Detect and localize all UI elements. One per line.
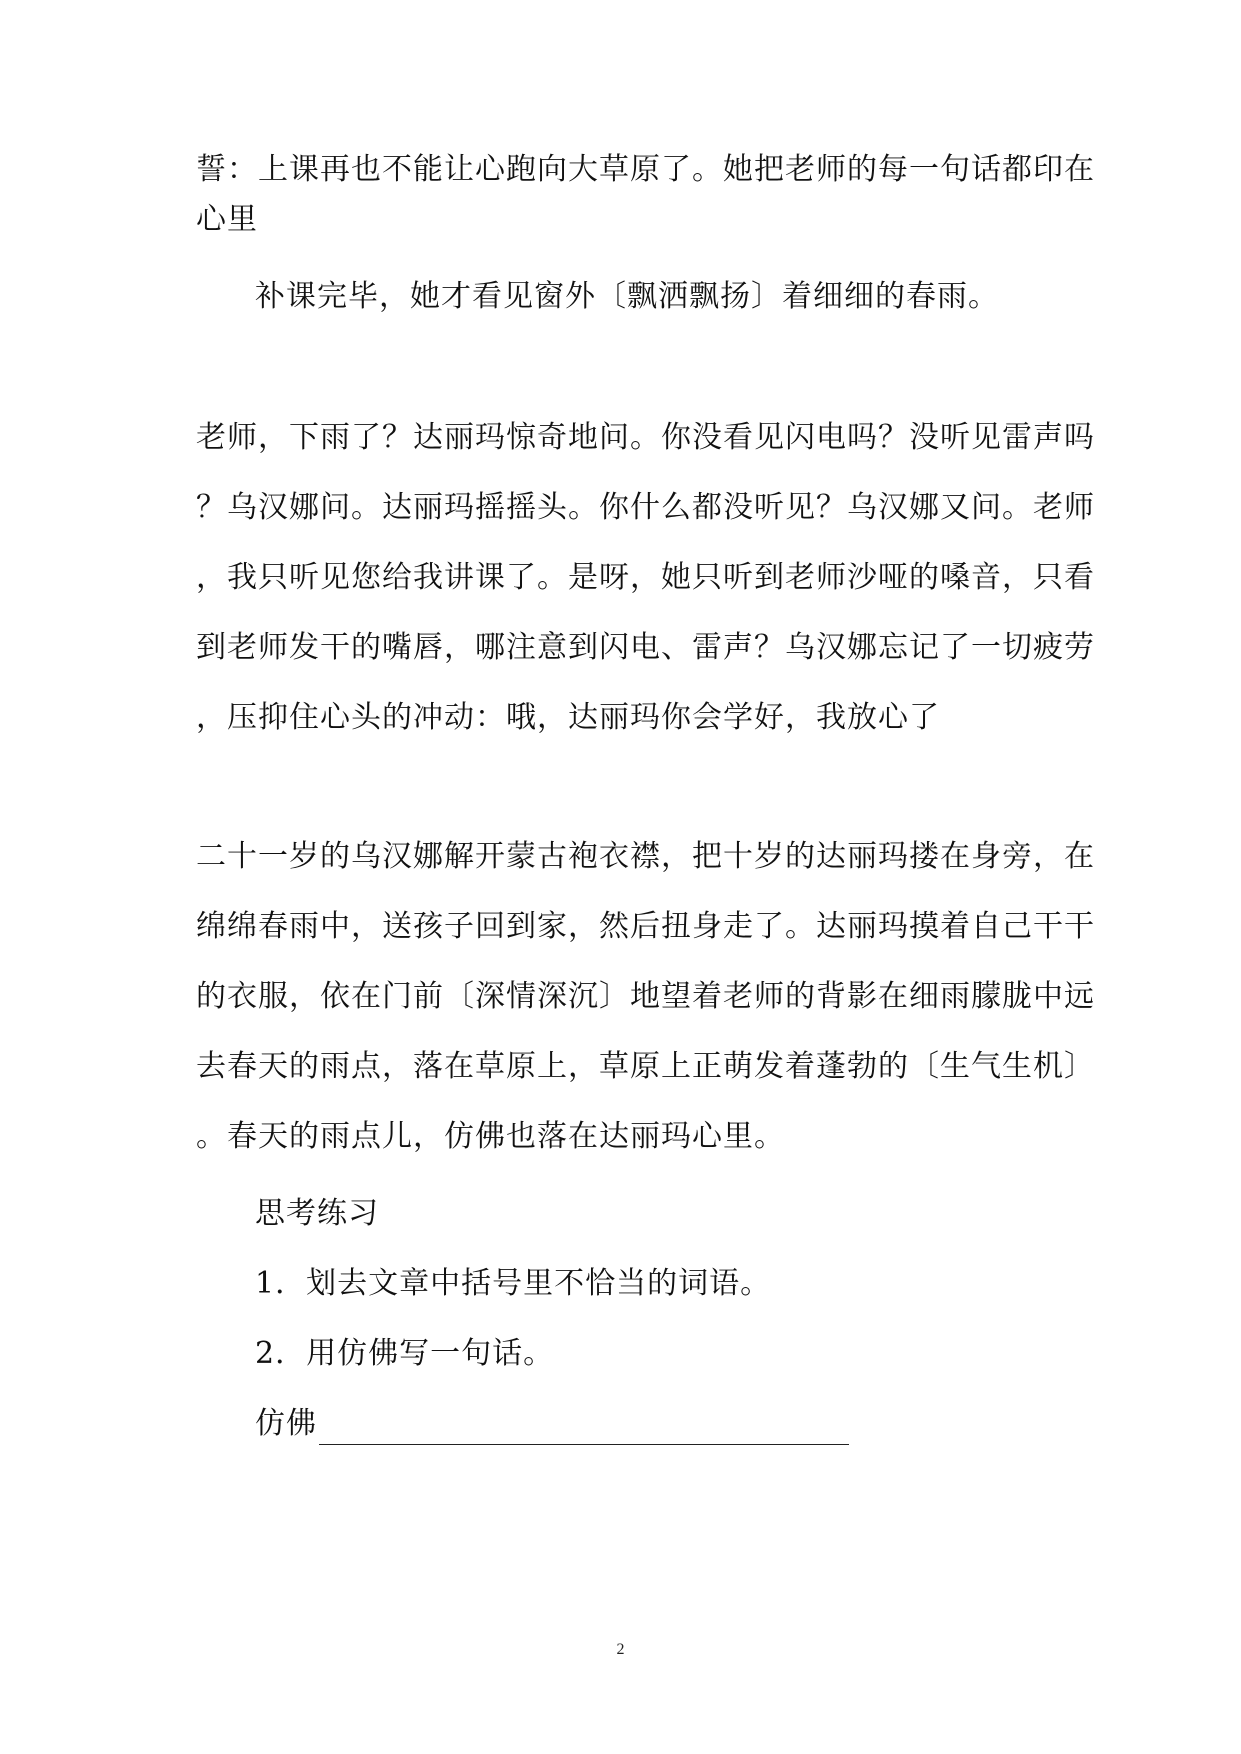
paragraph-1-line-1: 誓：上课再也不能让心跑向大草原了。她把老师的每一句话都印在 bbox=[196, 152, 1095, 187]
paragraph-4-line-3: 的衣服，依在门前〔深情深沉〕地望着老师的背影在细雨朦胧中远 bbox=[196, 979, 1095, 1014]
page-number: 2 bbox=[616, 1641, 625, 1658]
paragraph-2-line-1: 补课完毕，她才看见窗外〔飘洒飘扬〕着细细的春雨。 bbox=[255, 279, 999, 314]
exercise-heading: 思考练习 bbox=[255, 1196, 379, 1231]
exercise-question-1: 1．划去文章中括号里不恰当的词语。 bbox=[255, 1266, 772, 1301]
paragraph-3-line-4: 到老师发干的嘴唇，哪注意到闪电、雷声？乌汉娜忘记了一切疲劳 bbox=[196, 630, 1095, 665]
paragraph-4-line-2: 绵绵春雨中，送孩子回到家，然后扭身走了。达丽玛摸着自己干干 bbox=[196, 909, 1095, 944]
fill-in-blank[interactable] bbox=[319, 1404, 849, 1445]
exercise-question-2: 2．用仿佛写一句话。 bbox=[255, 1336, 555, 1371]
paragraph-4-line-4: 去春天的雨点，落在草原上，草原上正萌发着蓬勃的〔生气生机〕 bbox=[196, 1049, 1095, 1084]
paragraph-4-line-1: 二十一岁的乌汉娜解开蒙古袍衣襟，把十岁的达丽玛搂在身旁，在 bbox=[196, 839, 1095, 874]
paragraph-3-line-3: ，我只听见您给我讲课了。是呀，她只听到老师沙哑的嗓音，只看 bbox=[196, 560, 1095, 595]
fill-in-row bbox=[255, 1404, 849, 1445]
fill-in-prompt: 仿佛 bbox=[255, 1406, 317, 1441]
paragraph-3-line-1: 老师，下雨了？达丽玛惊奇地问。你没看见闪电吗？没听见雷声吗 bbox=[196, 420, 1095, 455]
paragraph-3-line-5: ，压抑住心头的冲动：哦，达丽玛你会学好，我放心了 bbox=[196, 700, 940, 735]
paragraph-3-line-2: ？乌汉娜问。达丽玛摇摇头。你什么都没听见？乌汉娜又问。老师 bbox=[196, 490, 1095, 525]
paragraph-4-line-5: 。春天的雨点儿，仿佛也落在达丽玛心里。 bbox=[196, 1119, 785, 1154]
paragraph-1-line-2: 心里 bbox=[196, 202, 258, 237]
